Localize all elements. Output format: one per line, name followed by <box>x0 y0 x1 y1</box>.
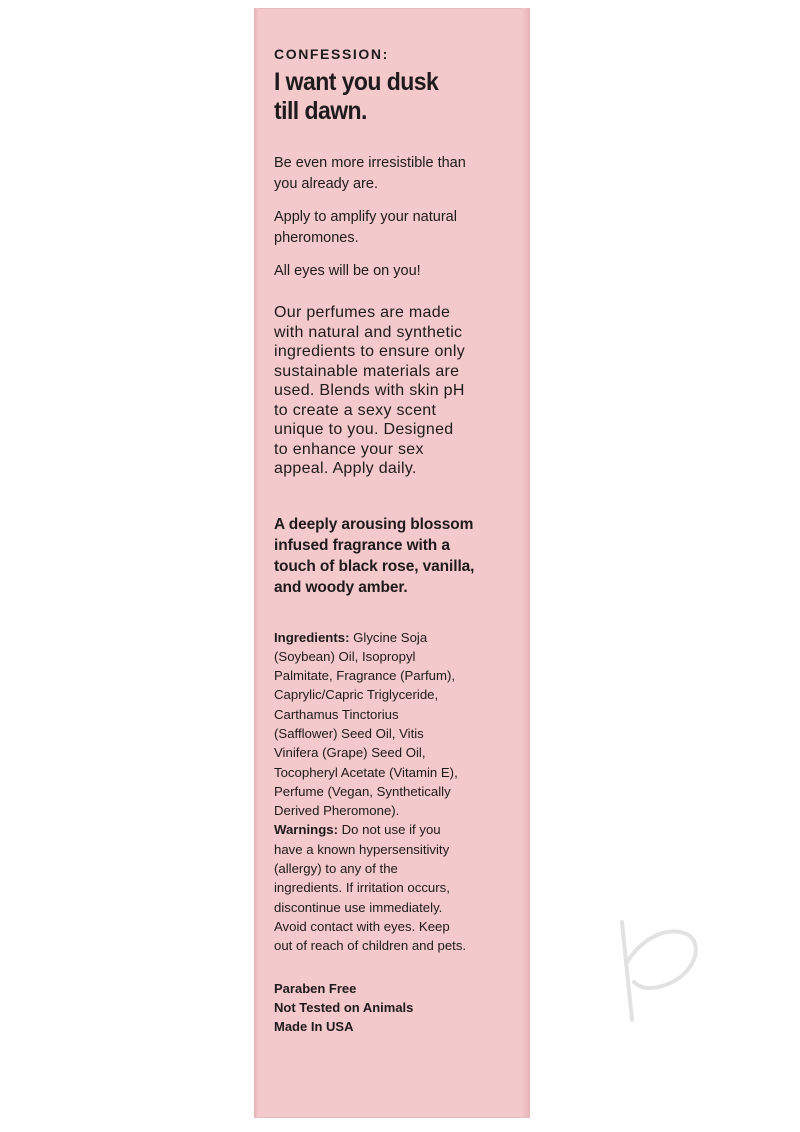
logo-watermark-icon <box>612 916 702 1028</box>
intro-paragraph-2: Apply to amplify your natural pheromones. <box>274 209 457 246</box>
intro-paragraph-3: All eyes will be on you! <box>274 263 421 279</box>
claim-not-tested-on-animals: Not Tested on Animals <box>274 999 414 1015</box>
warnings-label: Warnings: <box>274 822 338 838</box>
fragrance-highlight: A deeply arousing blossom infused fragrance with a touch of black rose, vanilla, and woody amber. <box>274 515 475 596</box>
claim-paraben-free: Paraben Free <box>274 980 357 996</box>
headline-line-2: till dawn. <box>274 97 367 125</box>
claim-made-in-usa: Made In USA <box>274 1018 354 1034</box>
ingredients-text: Glycine Soja (Soybean) Oil, Isopropyl Palmitate, Fragrance (Parfum), Caprylic/Capric Triglyceride, Carthamus Tinctorius (Safflower) Seed Oil, Vitis Vinifera (Grape) Seed Oil, Tocopheryl Acetate (Vitamin E), Perfume (Vegan, Synthetically Derived Pheromone). <box>274 629 458 819</box>
ingredients-and-warnings <box>274 628 514 956</box>
product-claims <box>274 979 514 1036</box>
kicker-label: CONFESSION: <box>274 46 389 62</box>
ingredients-label: Ingredients: <box>274 629 350 645</box>
intro-text <box>274 153 514 282</box>
headline <box>274 68 513 126</box>
warnings-text: Do not use if you have a known hypersensitivity (allergy) to any of the ingredients. If irritation occurs, discontinue use immediately. Avoid contact with eyes. Keep out of reach of children and pets. <box>274 822 467 954</box>
box-right-edge <box>521 8 530 1118</box>
intro-paragraph-1: Be even more irresistible than you already are. <box>274 155 466 192</box>
headline-line-1: I want you dusk <box>274 68 439 96</box>
box-copy <box>274 46 514 1036</box>
product-description: Our perfumes are made with natural and synthetic ingredients to ensure only sustainable materials are used. Blends with skin pH to create a sexy scent unique to you. Designed to enhance your sex appeal. Apply daily. <box>274 304 466 477</box>
box-left-edge <box>254 8 259 1118</box>
